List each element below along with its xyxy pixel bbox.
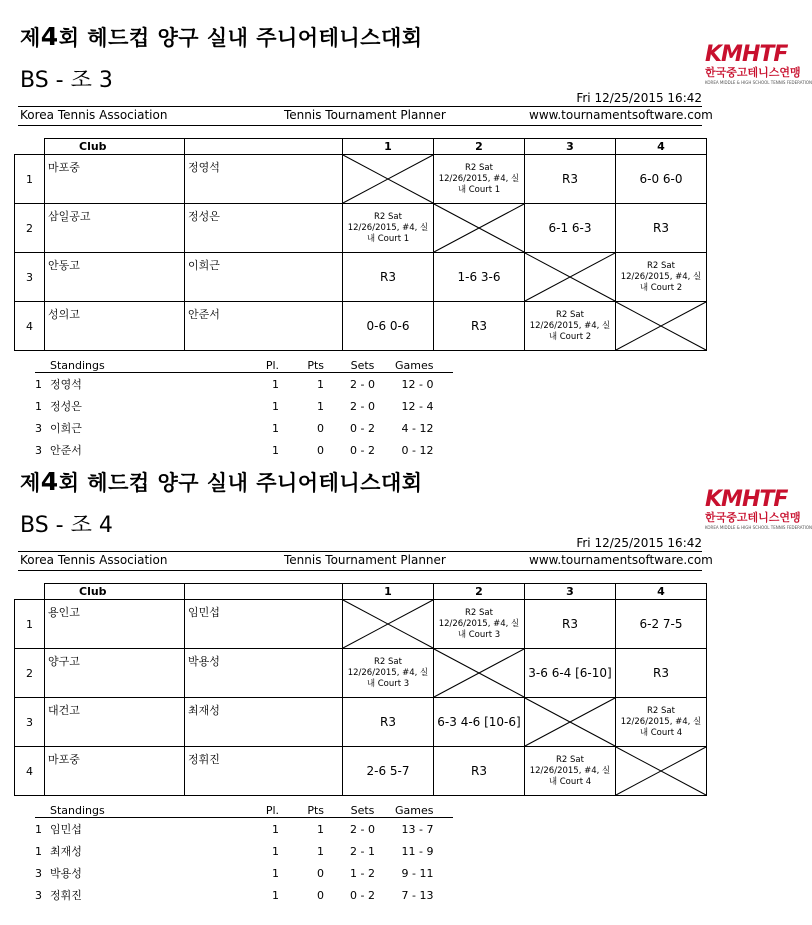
schedule-line: 12/26/2015, #4, 실	[620, 271, 702, 282]
logo-mark: KMHTF	[705, 42, 788, 67]
standings-player-cell	[35, 417, 240, 439]
standings-sets: 1 - 2	[350, 866, 375, 880]
match-score-cell: R3	[343, 253, 434, 302]
header-rule-top	[18, 551, 702, 552]
seed-number: 4	[15, 747, 45, 796]
scheduled-match-cell	[434, 155, 525, 204]
standings-table	[35, 803, 453, 906]
cross-mark-icon	[434, 649, 524, 697]
standings-player-cell	[35, 862, 240, 884]
header-website: www.tournamentsoftware.com	[529, 553, 713, 567]
title-number: 4	[40, 467, 59, 496]
standings-games: 12 - 0	[401, 377, 434, 391]
standings-played: 1	[272, 844, 279, 858]
standings-games: 7 - 13	[401, 888, 434, 902]
self-match-cell	[343, 600, 434, 649]
standings-rank: 1	[35, 823, 42, 836]
header-software: Tennis Tournament Planner	[284, 553, 446, 567]
cross-mark-icon	[343, 600, 433, 648]
standings-row	[35, 395, 453, 417]
schedule-line: R2 Sat	[556, 754, 584, 765]
player-row	[15, 600, 707, 649]
scheduled-match-cell	[616, 698, 707, 747]
seed-number: 2	[15, 649, 45, 698]
cross-mark-icon	[343, 155, 433, 203]
opponent-column-header: 2	[434, 584, 525, 600]
seed-number: 4	[15, 302, 45, 351]
schedule-line: 내 Court 3	[366, 678, 410, 689]
match-score-cell: 0-6 0-6	[343, 302, 434, 351]
standings-row	[35, 840, 453, 862]
header-rule-bottom	[18, 125, 702, 126]
standings-player-cell	[35, 373, 240, 396]
header-rule-top	[18, 106, 702, 107]
standings-played: 1	[272, 377, 279, 391]
self-match-cell	[525, 698, 616, 747]
title-prefix: 제	[20, 471, 41, 495]
standings-player-name: 정성은	[50, 400, 82, 413]
standings-header-row	[35, 803, 453, 818]
standings-player-name: 최재성	[50, 845, 82, 858]
standings-sets: 2 - 1	[350, 844, 375, 858]
group-section	[0, 0, 812, 460]
standings-points: 1	[317, 844, 324, 858]
schedule-line: 내 Court 4	[548, 776, 592, 787]
standings-column-header: Games	[395, 358, 453, 373]
standings-column-header: Pts	[285, 803, 330, 818]
schedule-line: 12/26/2015, #4, 실	[438, 173, 520, 184]
schedule-line: 내 Court 3	[457, 629, 501, 640]
player-row	[15, 155, 707, 204]
title-rest: 회 헤드컵 양구 실내 주니어테니스대회	[58, 471, 423, 495]
standings-games: 11 - 9	[401, 844, 434, 858]
player-club: 삼일공고	[45, 204, 185, 253]
standings-games: 13 - 7	[401, 822, 434, 836]
title-rest: 회 헤드컵 양구 실내 주니어테니스대회	[58, 26, 423, 50]
player-name: 정영석	[185, 155, 343, 204]
standings-rank: 1	[35, 400, 42, 413]
self-match-cell	[616, 747, 707, 796]
opponent-column-header: 3	[525, 584, 616, 600]
player-row	[15, 698, 707, 747]
match-score-cell: R3	[525, 155, 616, 204]
match-score-cell: 6-2 7-5	[616, 600, 707, 649]
header-organization: Korea Tennis Association	[20, 553, 168, 567]
schedule-line: 12/26/2015, #4, 실	[529, 320, 611, 331]
player-row	[15, 747, 707, 796]
standings-sets: 0 - 2	[350, 443, 375, 457]
standings-column-header: Pl.	[240, 803, 285, 818]
player-club: 성의고	[45, 302, 185, 351]
cross-mark-icon	[434, 204, 524, 252]
club-column-header: Club	[45, 139, 185, 155]
schedule-line: 내 Court 1	[366, 233, 410, 244]
title-prefix: 제	[20, 26, 41, 50]
round-robin-grid	[14, 138, 707, 351]
print-date: Fri 12/25/2015 16:42	[576, 91, 702, 105]
name-column-header	[185, 584, 343, 600]
logo-korean-text: 한국중고테니스연맹	[705, 66, 801, 79]
schedule-line: R2 Sat	[374, 211, 402, 222]
player-club: 안동고	[45, 253, 185, 302]
match-score-cell: 6-0 6-0	[616, 155, 707, 204]
standings-sets: 0 - 2	[350, 888, 375, 902]
seed-number: 2	[15, 204, 45, 253]
standings-column-header: Pl.	[240, 358, 285, 373]
schedule-line: R2 Sat	[465, 162, 493, 173]
standings-sets: 2 - 0	[350, 399, 375, 413]
standings-player-name: 안준서	[50, 444, 82, 457]
standings-player-cell	[35, 840, 240, 862]
standings-sets: 2 - 0	[350, 822, 375, 836]
scheduled-match-cell	[525, 747, 616, 796]
opponent-column-header: 1	[343, 139, 434, 155]
standings-player-name: 정영석	[50, 378, 82, 391]
standings-column-header: Standings	[35, 803, 240, 818]
schedule-line: R2 Sat	[556, 309, 584, 320]
standings-sets: 0 - 2	[350, 421, 375, 435]
standings-sets: 2 - 0	[350, 377, 375, 391]
schedule-line: 12/26/2015, #4, 실	[620, 716, 702, 727]
player-name: 이희근	[185, 253, 343, 302]
player-row	[15, 302, 707, 351]
standings-player-name: 박용성	[50, 867, 82, 880]
group-label: BS - 조 4	[20, 513, 113, 538]
tournament-title	[20, 22, 423, 52]
federation-logo	[705, 487, 812, 541]
player-name: 임민섭	[185, 600, 343, 649]
player-name: 정성은	[185, 204, 343, 253]
standings-games: 12 - 4	[401, 399, 434, 413]
player-name: 안준서	[185, 302, 343, 351]
standings-points: 0	[317, 888, 324, 902]
standings-played: 1	[272, 888, 279, 902]
name-column-header	[185, 139, 343, 155]
schedule-line: 내 Court 4	[639, 727, 683, 738]
player-row	[15, 204, 707, 253]
logo-mark: KMHTF	[705, 487, 788, 512]
schedule-line: 12/26/2015, #4, 실	[347, 222, 429, 233]
standings-played: 1	[272, 421, 279, 435]
standings-row	[35, 417, 453, 439]
scheduled-match-cell	[616, 253, 707, 302]
standings-row	[35, 373, 453, 396]
match-score-cell: R3	[616, 649, 707, 698]
standings-player-name: 이희근	[50, 422, 82, 435]
schedule-line: 12/26/2015, #4, 실	[347, 667, 429, 678]
title-number: 4	[40, 22, 59, 51]
seed-number: 1	[15, 600, 45, 649]
player-club: 마포중	[45, 155, 185, 204]
standings-points: 0	[317, 443, 324, 457]
standings-column-header: Sets	[330, 358, 395, 373]
self-match-cell	[525, 253, 616, 302]
match-score-cell: R3	[343, 698, 434, 747]
schedule-line: R2 Sat	[374, 656, 402, 667]
cross-mark-icon	[525, 698, 615, 746]
standings-player-cell	[35, 395, 240, 417]
match-score-cell: 3-6 6-4 [6-10]	[525, 649, 616, 698]
opponent-column-header: 4	[616, 139, 707, 155]
self-match-cell	[343, 155, 434, 204]
standings-points: 1	[317, 377, 324, 391]
standings-played: 1	[272, 866, 279, 880]
player-name: 박용성	[185, 649, 343, 698]
scheduled-match-cell	[525, 302, 616, 351]
standings-points: 1	[317, 822, 324, 836]
print-date: Fri 12/25/2015 16:42	[576, 536, 702, 550]
match-score-cell: R3	[616, 204, 707, 253]
round-robin-grid	[14, 583, 707, 796]
group-label: BS - 조 3	[20, 68, 113, 93]
standings-column-header: Sets	[330, 803, 395, 818]
match-score-cell: R3	[525, 600, 616, 649]
standings-rank: 3	[35, 867, 42, 880]
standings-played: 1	[272, 399, 279, 413]
standings-rank: 1	[35, 378, 42, 391]
standings-rank: 3	[35, 444, 42, 457]
standings-player-name: 정휘진	[50, 889, 82, 902]
schedule-line: 12/26/2015, #4, 실	[438, 618, 520, 629]
player-club: 양구고	[45, 649, 185, 698]
match-score-cell: 6-1 6-3	[525, 204, 616, 253]
standings-games: 0 - 12	[401, 443, 434, 457]
standings-rank: 1	[35, 845, 42, 858]
standings-points: 0	[317, 421, 324, 435]
schedule-line: 12/26/2015, #4, 실	[529, 765, 611, 776]
seed-number: 1	[15, 155, 45, 204]
self-match-cell	[616, 302, 707, 351]
match-score-cell: 6-3 4-6 [10-6]	[434, 698, 525, 747]
player-club: 용인고	[45, 600, 185, 649]
opponent-column-header: 2	[434, 139, 525, 155]
federation-logo	[705, 42, 812, 96]
cross-mark-icon	[616, 747, 706, 795]
standings-column-header: Pts	[285, 358, 330, 373]
standings-games: 4 - 12	[401, 421, 434, 435]
scheduled-match-cell	[434, 600, 525, 649]
player-club: 대건고	[45, 698, 185, 747]
schedule-line: 내 Court 1	[457, 184, 501, 195]
schedule-line: 내 Court 2	[548, 331, 592, 342]
scheduled-match-cell	[343, 649, 434, 698]
standings-rank: 3	[35, 422, 42, 435]
logo-korean-text: 한국중고테니스연맹	[705, 511, 801, 524]
schedule-line: R2 Sat	[647, 260, 675, 271]
header-rule-bottom	[18, 570, 702, 571]
header-software: Tennis Tournament Planner	[284, 108, 446, 122]
standings-player-cell	[35, 884, 240, 906]
player-club: 마포중	[45, 747, 185, 796]
player-row	[15, 253, 707, 302]
player-name: 최재성	[185, 698, 343, 747]
standings-points: 1	[317, 399, 324, 413]
standings-row	[35, 884, 453, 906]
seed-number: 3	[15, 253, 45, 302]
header-organization: Korea Tennis Association	[20, 108, 168, 122]
standings-column-header: Standings	[35, 358, 240, 373]
standings-player-cell	[35, 818, 240, 841]
schedule-line: R2 Sat	[465, 607, 493, 618]
match-score-cell: R3	[434, 302, 525, 351]
standings-column-header: Games	[395, 803, 453, 818]
schedule-line: R2 Sat	[647, 705, 675, 716]
header-website: www.tournamentsoftware.com	[529, 108, 713, 122]
standings-player-name: 임민섭	[50, 823, 82, 836]
standings-row	[35, 862, 453, 884]
player-row	[15, 649, 707, 698]
logo-english-text: KOREA MIDDLE & HIGH SCHOOL TENNIS FEDERATION	[705, 525, 812, 530]
cross-mark-icon	[525, 253, 615, 301]
standings-played: 1	[272, 443, 279, 457]
standings-row	[35, 818, 453, 841]
grid-corner	[15, 139, 45, 155]
player-name: 정휘진	[185, 747, 343, 796]
opponent-column-header: 1	[343, 584, 434, 600]
self-match-cell	[434, 649, 525, 698]
grid-header-row	[15, 139, 707, 155]
group-section	[0, 445, 812, 905]
logo-english-text: KOREA MIDDLE & HIGH SCHOOL TENNIS FEDERATION	[705, 80, 812, 85]
grid-corner	[15, 584, 45, 600]
cross-mark-icon	[616, 302, 706, 350]
opponent-column-header: 4	[616, 584, 707, 600]
self-match-cell	[434, 204, 525, 253]
club-column-header: Club	[45, 584, 185, 600]
standings-points: 0	[317, 866, 324, 880]
tournament-title	[20, 467, 423, 497]
match-score-cell: 1-6 3-6	[434, 253, 525, 302]
opponent-column-header: 3	[525, 139, 616, 155]
match-score-cell: R3	[434, 747, 525, 796]
standings-rank: 3	[35, 889, 42, 902]
match-score-cell: 2-6 5-7	[343, 747, 434, 796]
standings-games: 9 - 11	[401, 866, 434, 880]
standings-played: 1	[272, 822, 279, 836]
seed-number: 3	[15, 698, 45, 747]
standings-header-row	[35, 358, 453, 373]
scheduled-match-cell	[343, 204, 434, 253]
grid-header-row	[15, 584, 707, 600]
schedule-line: 내 Court 2	[639, 282, 683, 293]
